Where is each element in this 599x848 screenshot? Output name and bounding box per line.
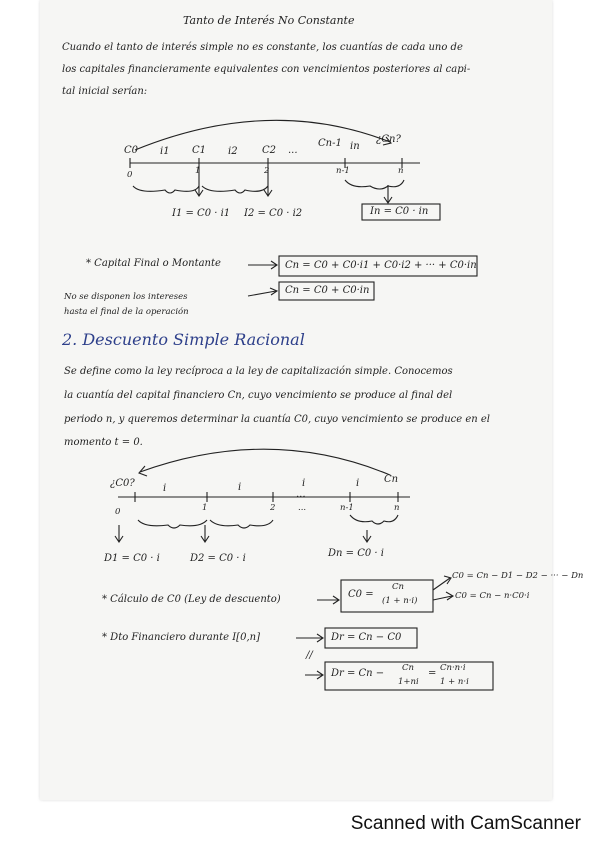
dto-eq2-den2: 1 + n·i xyxy=(440,677,469,687)
capital-final-note-2: hasta el final de la operación xyxy=(64,307,189,317)
d1-top-cn: ¿Cn? xyxy=(376,134,401,145)
d1-top-c1: C1 xyxy=(192,145,207,156)
capital-final-eq1: Cn = C0 + C0·i1 + C0·i2 + ··· + C0·in xyxy=(285,260,477,271)
page-title: Tanto de Interés No Constante xyxy=(183,14,355,27)
dto-eq1: Dr = Cn − C0 xyxy=(331,632,402,643)
calc-result-1: C0 = Cn − D1 − D2 − ··· − Dn xyxy=(452,571,584,581)
d1-bottom-2: 2 xyxy=(264,166,270,176)
interest-in: In = C0 · in xyxy=(370,206,429,217)
section-body-1: Se define como la ley recíproca a la ley de capitalización simple. Conocemos xyxy=(64,366,453,377)
d1-top-c0: C0 xyxy=(124,145,139,156)
d2-top-dots: ... xyxy=(296,489,306,500)
interest-i1: I1 = C0 · i1 xyxy=(172,208,231,219)
d2-bottom-0: 0 xyxy=(115,507,121,517)
calc-result-2: C0 = Cn − n·C0·i xyxy=(455,591,530,601)
d2-top-i4: i xyxy=(356,478,360,489)
d1-bottom-n1: n-1 xyxy=(336,166,350,176)
d1-top-dots: ... xyxy=(288,145,298,156)
d2-bottom-1: 1 xyxy=(202,503,208,513)
d1-top-i2: i2 xyxy=(228,146,238,157)
d2-bottom-dots: ... xyxy=(298,503,307,513)
dto-parallel: // xyxy=(306,650,313,661)
d1-bottom-n: n xyxy=(398,166,404,176)
d2-top-c0: ¿C0? xyxy=(110,478,135,489)
capital-final-label: * Capital Final o Montante xyxy=(86,258,221,269)
calc-formula-den: (1 + n·i) xyxy=(382,596,418,606)
calc-formula-num: Cn xyxy=(392,582,404,592)
capital-final-eq2: Cn = C0 + C0·in xyxy=(285,285,370,296)
d1-bottom-1: 1 xyxy=(195,166,201,176)
discount-d1: D1 = C0 · i xyxy=(104,553,160,564)
d2-top-cn: Cn xyxy=(384,474,399,485)
d1-top-in: in xyxy=(350,141,360,152)
d2-top-i1: i xyxy=(163,483,167,494)
calc-label: * Cálculo de C0 (Ley de descuento) xyxy=(102,594,281,605)
intro-line-1: Cuando el tanto de interés simple no es constante, los cuantías de cada uno de xyxy=(62,42,463,53)
d2-top-i2: i xyxy=(238,482,242,493)
dto-eq2-num: Cn xyxy=(402,663,414,673)
d1-top-c2: C2 xyxy=(262,145,277,156)
d1-top-i1: i1 xyxy=(160,146,170,157)
interest-i2: I2 = C0 · i2 xyxy=(244,208,303,219)
d2-top-i3: i xyxy=(302,478,306,489)
section-body-3: periodo n, y queremos determinar la cuantía C0, cuyo vencimiento se produce en el xyxy=(64,414,490,425)
discount-d2: D2 = C0 · i xyxy=(190,553,246,564)
d2-bottom-2: 2 xyxy=(270,503,276,513)
calc-formula-left: C0 = xyxy=(348,589,374,600)
dto-eq2-den: 1+ni xyxy=(398,677,419,687)
section-body-4: momento t = 0. xyxy=(64,437,143,448)
intro-line-3: tal inicial serían: xyxy=(62,86,148,97)
capital-final-note-1: No se disponen los intereses xyxy=(64,292,188,302)
section-title: 2. Descuento Simple Racional xyxy=(62,330,305,349)
camscanner-footer: Scanned with CamScanner xyxy=(350,813,581,834)
d1-top-cn1: Cn-1 xyxy=(318,138,342,149)
dto-eq2-num2: Cn·n·i xyxy=(440,663,466,673)
dto-eq2-a: Dr = Cn − xyxy=(331,668,385,679)
d2-bottom-n: n xyxy=(394,503,400,513)
intro-line-2: los capitales financieramente equivalentes con vencimientos posteriores al capi- xyxy=(62,64,471,75)
discount-dn: Dn = C0 · i xyxy=(328,548,384,559)
d2-bottom-n1: n-1 xyxy=(340,503,354,513)
section-body-2: la cuantía del capital financiero Cn, cuyo vencimiento se produce al final del xyxy=(64,390,453,401)
dto-eq2-eq: = xyxy=(428,668,437,679)
dto-label: * Dto Financiero durante I[0,n] xyxy=(102,632,260,643)
d1-bottom-0: 0 xyxy=(127,170,133,180)
